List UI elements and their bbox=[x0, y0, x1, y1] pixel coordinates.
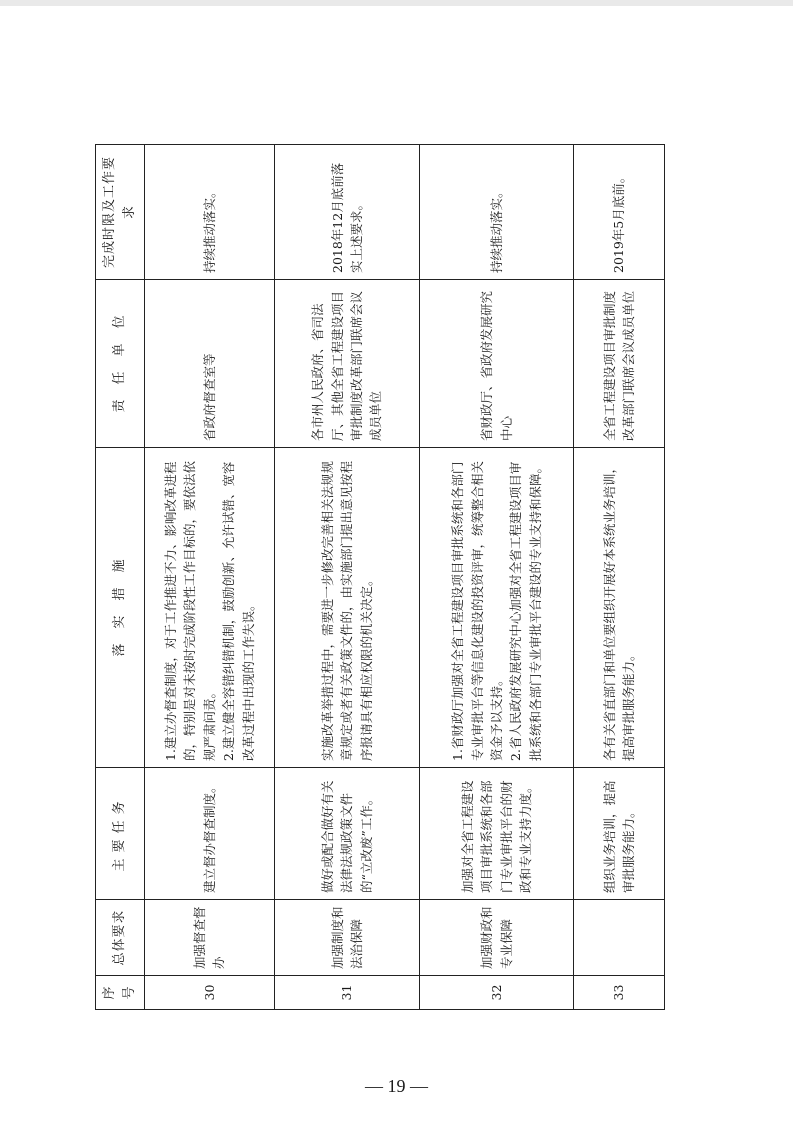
cell-overall bbox=[573, 900, 664, 976]
cell-task: 建立督办督查制度。 bbox=[145, 768, 274, 900]
cell-measures: 各有关省直部门和单位要组织开展好本系统业务培训，提高审批服务能力。 bbox=[573, 448, 664, 768]
cell-task: 加强对全省工程建设项目审批系统和各部门专业审批平台的财政和专业支持力度。 bbox=[420, 768, 574, 900]
header-measures: 落 实 措 施 bbox=[96, 448, 145, 768]
header-seq: 序号 bbox=[96, 976, 145, 1010]
cell-task: 做好或配合做好有关法律法规政策文件的“立改废”工作。 bbox=[274, 768, 420, 900]
table-row bbox=[573, 145, 664, 1010]
table-row bbox=[420, 145, 574, 1010]
rotated-table-area bbox=[95, 145, 665, 1010]
cell-seq: 32 bbox=[420, 976, 574, 1010]
table-row bbox=[145, 145, 274, 1010]
cell-unit: 各市州人民政府、省司法厅、其他全省工程建设项目审批制度改革部门联席会议成员单位 bbox=[274, 280, 420, 448]
cell-seq: 33 bbox=[573, 976, 664, 1010]
header-overall: 总体要求 bbox=[96, 900, 145, 976]
table-header-row bbox=[96, 145, 145, 1010]
cell-overall: 加强督查督办 bbox=[145, 900, 274, 976]
page-top-edge bbox=[0, 0, 793, 6]
cell-unit: 省财政厅、省政府发展研究中心 bbox=[420, 280, 574, 448]
cell-overall: 加强财政和专业保障 bbox=[420, 900, 574, 976]
header-deadline: 完成时限及工作要求 bbox=[96, 145, 145, 280]
header-unit: 责 任 单 位 bbox=[96, 280, 145, 448]
cell-measures: 实施改革举措过程中，需要进一步修改完善相关法规规章规定或者有关政策文件的，由实施部门提出意见按程序报请具有相应权限的机关决定。 bbox=[274, 448, 420, 768]
cell-overall: 加强制度和法治保障 bbox=[274, 900, 420, 976]
cell-task: 组织业务培训，提高审批服务能力。 bbox=[573, 768, 664, 900]
cell-deadline: 持续推动落实。 bbox=[420, 145, 574, 280]
header-task: 主要任务 bbox=[96, 768, 145, 900]
cell-measures: 1.省财政厅加强对全省工程建设项目审批系统和各部门专业审批平台等信息化建设的投资评审，统筹整合相关资金予以支持。 2.省人民政府发展研究中心加强对全省工程建设项目审批系统和各部门专业审批平台建设的专业支持和保障。 bbox=[420, 448, 574, 768]
cell-seq: 31 bbox=[274, 976, 420, 1010]
cell-measures: 1.建立办督查制度，对于工作推进不力、影响改革进程的，特别是对未按时完成阶段性工作目标的，要依法依规严肃问责。 2.建立健全容错纠错机制，鼓励创新、允许试错、宽容改革过程中出现的工作失误。 bbox=[145, 448, 274, 768]
page-number: — 19 — bbox=[365, 1076, 428, 1096]
cell-deadline: 持续推动落实。 bbox=[145, 145, 274, 280]
cell-unit: 省政府督查室等 bbox=[145, 280, 274, 448]
cell-seq: 30 bbox=[145, 976, 274, 1010]
cell-unit: 全省工程建设项目审批制度改革部门联席会议成员单位 bbox=[573, 280, 664, 448]
cell-deadline: 2018年12月底前落实上述要求。 bbox=[274, 145, 420, 280]
table-row bbox=[274, 145, 420, 1010]
table-rotated bbox=[95, 145, 665, 1010]
cell-deadline: 2019年5月底前。 bbox=[573, 145, 664, 280]
task-table bbox=[95, 144, 665, 1010]
